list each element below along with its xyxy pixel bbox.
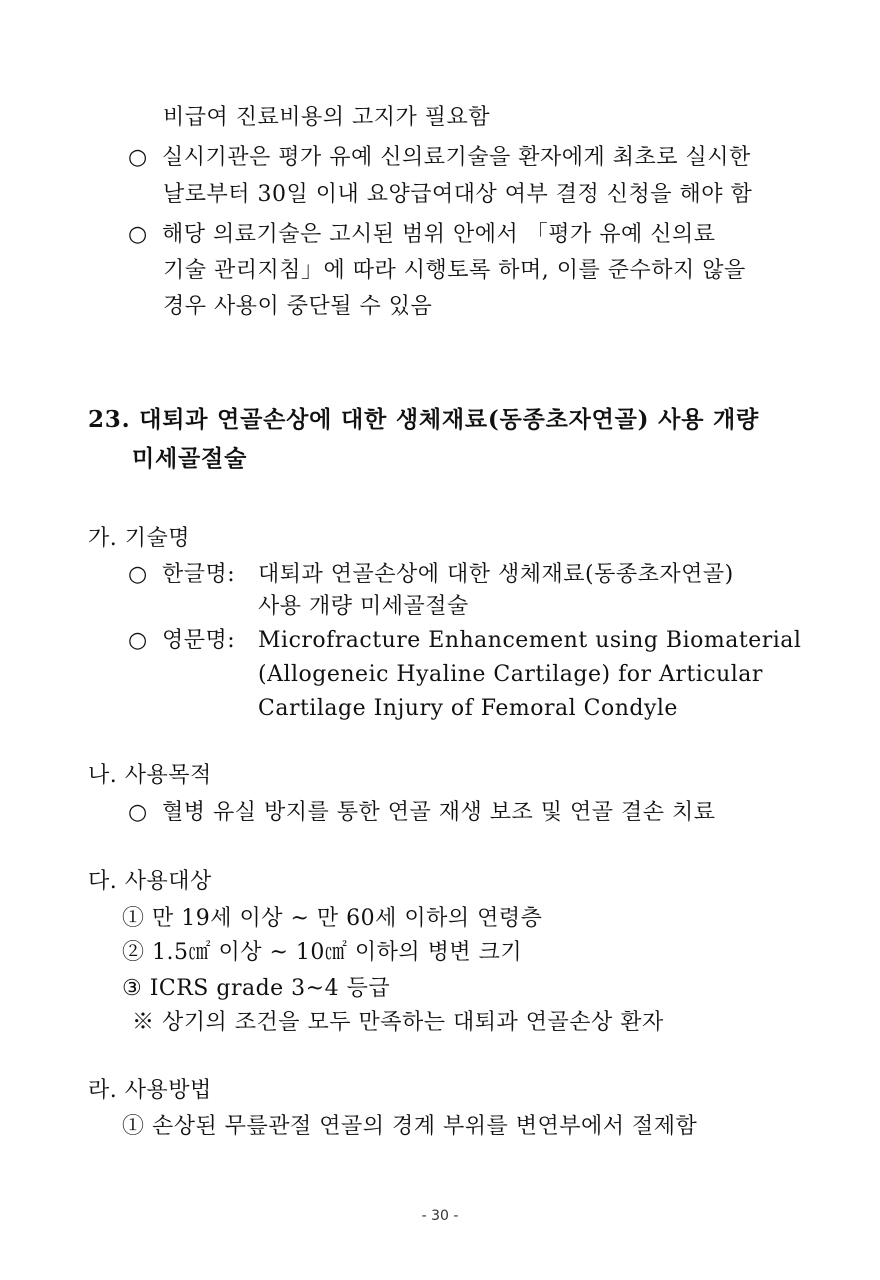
text-line: 기술 관리지침」에 따라 시행토록 하며, 이를 준수하지 않을 [163, 258, 746, 283]
subsection-heading-da: 다. 사용대상 [88, 869, 212, 894]
text-line: 날로부터 30일 이내 요양급여대상 여부 결정 신청을 해야 함 [163, 182, 753, 207]
text-line: Cartilage Injury of Femoral Condyle [258, 696, 678, 721]
text-line: 대퇴과 연골손상에 대한 생체재료(동종초자연골) [258, 562, 734, 587]
note-line: ※ 상기의 조건을 모두 만족하는 대퇴과 연골손상 환자 [132, 1010, 664, 1035]
text-line: Microfracture Enhancement using Biomaterial [258, 628, 802, 653]
text-line: 실시기관은 평가 유예 신의료기술을 환자에게 최초로 실시한 [162, 145, 751, 170]
circle-bullet-icon: ○ [128, 222, 148, 247]
section-title-continued: 미세골절술 [132, 445, 248, 472]
list-item: ① 손상된 무릎관절 연골의 경계 부위를 변연부에서 절제함 [122, 1114, 698, 1139]
text-line: 혈병 유실 방지를 통한 연골 재생 보조 및 연골 결손 치료 [162, 800, 716, 825]
subsection-heading-ga: 가. 기술명 [88, 526, 190, 551]
text-line: 경우 사용이 중단될 수 있음 [163, 294, 433, 319]
bullet-item [128, 143, 751, 173]
english-name-item [128, 626, 235, 656]
bullet-item [128, 220, 716, 250]
text-line: 사용 개량 미세골절술 [258, 594, 469, 619]
page-number: - 30 - [421, 1208, 459, 1224]
subsection-heading-na: 나. 사용목적 [88, 763, 212, 788]
text-line: (Allogeneic Hyaline Cartilage) for Articular [258, 662, 763, 687]
english-name-label: 영문명: [162, 628, 236, 653]
circle-bullet-icon: ○ [128, 145, 148, 170]
circle-bullet-icon: ○ [128, 628, 148, 653]
bullet-item [128, 798, 715, 828]
circle-bullet-icon: ○ [128, 562, 148, 587]
subsection-heading-ra: 라. 사용방법 [88, 1078, 212, 1103]
korean-name-item [128, 560, 235, 590]
circle-bullet-icon: ○ [128, 800, 148, 825]
list-item: ② 1.5㎠ 이상 ~ 10㎠ 이하의 병변 크기 [122, 940, 523, 965]
text-line: 해당 의료기술은 고시된 범위 안에서 「평가 유예 신의료 [162, 222, 716, 247]
list-item: ③ ICRS grade 3~4 등급 [122, 976, 391, 1001]
section-title: 23. 대퇴과 연골손상에 대한 생체재료(동종초자연골) 사용 개량 [88, 406, 760, 433]
list-item: ① 만 19세 이상 ~ 만 60세 이하의 연령층 [122, 906, 543, 931]
text-line: 비급여 진료비용의 고지가 필요함 [163, 105, 491, 130]
korean-name-label: 한글명: [162, 562, 236, 587]
